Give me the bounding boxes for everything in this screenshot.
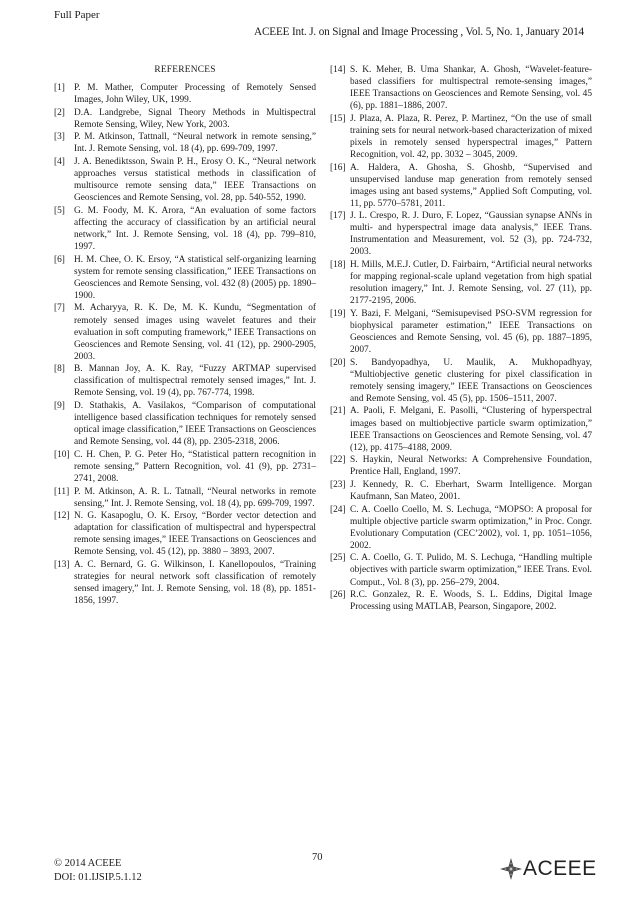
reference-item [330, 162, 592, 210]
reference-text: M. Acharyya, R. K. De, M. K. Kundu, “Segmentation of remotely sensed images using wavelet features and their evaluation in soft computing framework,” IEEE Transactions on Geosciences and Remote Sensing, vol. 41 (12), pp. 2900-2905, 2003. [74, 303, 316, 362]
copyright-text: © 2014 ACEEE [54, 858, 122, 869]
reference-number: [4] [54, 157, 65, 168]
reference-number: [17] [330, 211, 346, 222]
reference-item [54, 302, 316, 362]
footer-copyright-block [54, 857, 142, 885]
reference-text: C. H. Chen, P. G. Peter Ho, “Statistical pattern recognition in remote sensing,” Pattern Recognition, vol. 41 (9), pp. 2731–2741, 2008. [74, 449, 316, 484]
reference-item [54, 107, 316, 131]
reference-text: R.C. Gonzalez, R. E. Woods, S. L. Eddins, Digital Image Processing using MATLAB, Pearson, Singapore, 2002. [350, 590, 592, 613]
reference-number: [13] [54, 560, 70, 570]
reference-text: P. M. Atkinson, Tattnall, “Neural network in remote sensing,” Int. J. Remote Sensing, vol. 18 (4), pp. 699-709, 1997. [74, 132, 316, 155]
reference-item [54, 205, 316, 253]
reference-number: [25] [330, 553, 346, 564]
reference-number: [15] [330, 113, 346, 124]
reference-number: [11] [54, 486, 70, 497]
reference-text: A. Haldera, A. Ghosha, S. Ghoshb, “Supervised and unsupervised landuse map generation from remotely sensed images using ant based systems,” Applied Soft Computing, vol. 11, pp. 5770–5781, 2011. [350, 162, 592, 209]
reference-number: [9] [54, 401, 65, 412]
reference-text: C. A. Coello, G. T. Pulido, M. S. Lechuga, “Handling multiple objectives with particle swarm optimization,” IEEE Trans. Evol. Comput., Vol. 8 (3), pp. 256–279, 2004. [350, 553, 592, 588]
reference-item [54, 449, 316, 485]
reference-number: [16] [330, 162, 346, 173]
reference-number: [2] [54, 107, 65, 118]
reference-item [330, 210, 592, 258]
reference-text: D.A. Landgrebe, Signal Theory Methods in Multispectral Remote Sensing, Wiley, New York, 2003. [74, 107, 316, 130]
reference-item [54, 82, 316, 106]
reference-item [330, 308, 592, 356]
reference-item [330, 357, 592, 405]
reference-item [330, 504, 592, 552]
reference-text: G. M. Foody, M. K. Arora, “An evaluation of some factors affecting the accuracy of classification by an artificial neural network,” Int. J. Remote Sensing, vol. 18 (4), pp. 799–810, 1997. [74, 205, 316, 253]
reference-list-left [54, 82, 316, 607]
reference-text: J. Kennedy, R. C. Eberhart, Swarm Intelligence. Morgan Kaufmann, San Mateo, 2001. [350, 479, 592, 502]
reference-text: H. Mills, M.E.J. Cutler, D. Fairbairn, “Artificial neural networks for mapping regional-scale upland vegetation from high spatial resolution imagery,” Int. J. Remote Sensing, vol. 27 (11), pp. 2177-2195, 2006. [350, 260, 592, 307]
reference-text: Y. Bazi, F. Melgani, “Semisupevised PSO-SVM regression for biophysical parameter estimation,” IEEE Transactions on Geosciences and Remote Sensing, vol. 45 (6), pp. 1887–1895, 2007. [350, 308, 592, 356]
reference-number: [21] [330, 406, 346, 417]
reference-number: [7] [54, 303, 65, 314]
reference-number: [6] [54, 254, 65, 265]
reference-item [54, 254, 316, 302]
reference-number: [22] [330, 455, 346, 466]
reference-number: [14] [330, 65, 346, 75]
reference-item [330, 552, 592, 588]
reference-text: H. M. Chee, O. K. Ersoy, “A statistical self-organizing learning system for remote sensing classification,” IEEE Transactions on Geosciences and Remote Sensing, vol. 432 (8) (2005) pp. 1890–1900. [74, 254, 316, 301]
logo-text: ACEEE [523, 857, 597, 880]
reference-number: [3] [54, 132, 65, 143]
reference-text: J. L. Crespo, R. J. Duro, F. Lopez, “Gaussian synapse ANNs in multi- and hyperspectral image data analysis,” IEEE Trans. Instrumentation and Measurement, vol. 52 (3), pp. 724-732, 2003. [350, 211, 592, 258]
reference-number: [23] [330, 479, 346, 490]
reference-number: [5] [54, 205, 65, 216]
reference-item [330, 589, 592, 613]
reference-item [330, 454, 592, 478]
references-column-left [54, 64, 316, 608]
reference-item [54, 400, 316, 448]
acceee-star-logo-icon [500, 858, 522, 880]
reference-number: [24] [330, 504, 346, 515]
reference-text: J. Plaza, A. Plaza, R. Perez, P. Martinez, “On the use of small training sets for neural network-based characterization of mixed pixels in remotely sensed hyperspectral images,” Pattern Recognition, vol. 42, pp. 3032 – 3045, 2009. [350, 113, 592, 160]
references-heading: REFERENCES [154, 65, 216, 75]
reference-item [330, 64, 592, 112]
reference-list-right [330, 64, 592, 613]
reference-number: [10] [54, 449, 70, 460]
reference-text: P. M. Mather, Computer Processing of Remotely Sensed Images, John Wiley, UK, 1999. [74, 83, 316, 106]
full-paper-label: Full Paper [54, 9, 100, 21]
reference-item [54, 131, 316, 155]
doi-text: DOI: 01.IJSIP.5.1.12 [54, 872, 142, 883]
references-column-right [330, 64, 592, 614]
reference-text: J. A. Benediktsson, Swain P. H., Erosy O. K., “Neural network approaches versus statistical methods in classification of multisource remote sensing data,” IEEE Transactions on Geosciences and Remote Sensing, vol. 28, pp. 540-552, 1990. [74, 157, 316, 204]
reference-number: [8] [54, 364, 65, 375]
reference-number: [12] [54, 511, 70, 522]
reference-text: N. G. Kasapoglu, O. K. Ersoy, “Border vector detection and adaptation for classification of multispectral and hyperspectral remote sensing images,” IEEE Transactions on Geosciences and Remote Sensing, vol. 45 (12), pp. 3880 – 3893, 2007. [74, 511, 316, 558]
reference-text: A. Paoli, F. Melgani, E. Pasolli, “Clustering of hyperspectral images based on multiobjective particle swarm optimization,” IEEE Transactions on Geosciences and Remote Sensing, vol. 47 (12), pp. 4175–4188, 2009. [350, 406, 592, 453]
reference-text: D. Stathakis, A. Vasilakos, “Comparison of computational intelligence based classification techniques for remotely sensed optical image classification,” IEEE Transactions on Geosciences and Remote Sensing, vol. 44 (8), pp. 2305-2318, 2006. [74, 401, 316, 448]
reference-item [330, 405, 592, 453]
page-number: 70 [312, 852, 323, 863]
reference-item [330, 479, 592, 503]
reference-item [54, 363, 316, 399]
reference-text: S. Bandyopadhya, U. Maulik, A. Mukhopadhyay, “Multiobjective genetic clustering for pixel classification in remotely sensing imagery,” IEEE Transactions on Geosciences and Remote Sensing, vol. 45 (5), pp. 1506–1511, 2007. [350, 357, 592, 404]
aceee-logo [500, 857, 597, 881]
reference-number: [18] [330, 260, 346, 271]
reference-number: [26] [330, 590, 346, 601]
reference-item [54, 486, 316, 510]
reference-number: [1] [54, 83, 65, 94]
reference-text: P. M. Atkinson, A. R. L. Tatnall, “Neural networks in remote sensing,” Int. J. Remote Sensing, vol. 18 (4), pp. 699-709, 1997. [74, 486, 316, 509]
reference-item [54, 510, 316, 558]
reference-item [54, 156, 316, 204]
reference-number: [19] [330, 308, 346, 319]
reference-number: [20] [330, 357, 346, 368]
reference-text: C. A. Coello Coello, M. S. Lechuga, “MOPSO: A proposal for multiple objective particle swarm optimization,” in Proc. Congr. Evolutionary Computation (CEC’2002), vol. 1, pp. 1051–1056, 2002. [350, 504, 592, 551]
reference-item [330, 259, 592, 307]
reference-text: S. K. Meher, B. Uma Shankar, A. Ghosh, “Wavelet-feature-based classifiers for multispectral remote-sensing images,” IEEE Transactions on Geosciences and Remote Sensing, vol. 45 (6), pp. 1881–1886, 2007. [350, 65, 592, 112]
reference-text: S. Haykin, Neural Networks: A Comprehensive Foundation, Prentice Hall, England, 1997. [350, 455, 592, 478]
running-head: ACEEE Int. J. on Signal and Image Processing , Vol. 5, No. 1, January 2014 [254, 26, 584, 38]
reference-item [330, 113, 592, 161]
reference-text: A. C. Bernard, G. G. Wilkinson, I. Kanellopoulos, “Training strategies for neural network soft classification of remotely sensed imagery,” Int. J. Remote Sensing, vol. 18 (8), pp. 1851-1856, 1997. [74, 560, 316, 607]
reference-text: B. Mannan Joy, A. K. Ray, “Fuzzy ARTMAP supervised classification of multispectral remotely sensed images,” Int. J. Remote Sensing, vol. 19 (4), pp. 767-774, 1998. [74, 364, 316, 399]
reference-item [54, 559, 316, 607]
